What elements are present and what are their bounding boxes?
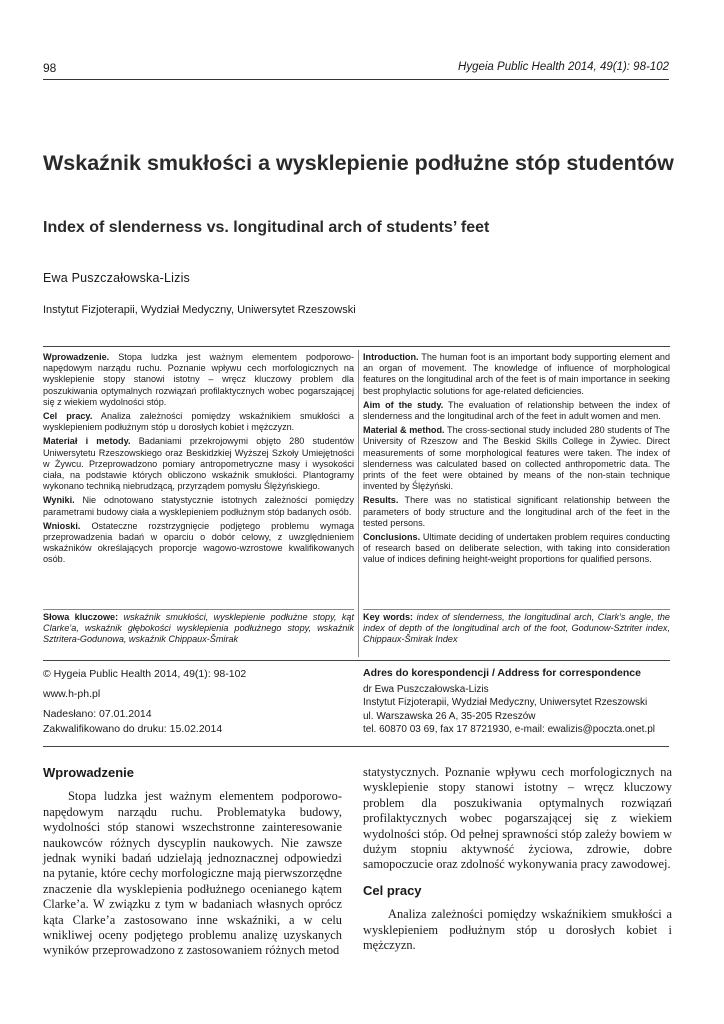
abstract-pl-conclusions: Wnioski. Ostateczne rozstrzygnięcie podjętego problemu wymaga przeprowadzenia badań w oparciu o dobór celowy, z uwzględnieniem wskaźników określających proporcje wagowo-wzrostowe kwalifikowanych osób. xyxy=(43,520,354,565)
correspondence-institute: Instytut Fizjoterapii, Wydział Medyczny, Uniwersytet Rzeszowski xyxy=(363,697,648,709)
keywords-divider-pl xyxy=(43,609,354,610)
abstract-column-divider xyxy=(358,350,359,657)
correspondence-street: ul. Warszawska 26 A, 35-205 Rzeszów xyxy=(363,710,536,722)
abstract-en-conclusions: Conclusions. Ultimate deciding of undertaken problem requires conducting of research based on deliberate selection, with taking into consideration value of indices defining height-weight proportions for qualified persons. xyxy=(363,532,670,565)
accepted-date: Zakwalifikowano do druku: 15.02.2014 xyxy=(43,723,223,735)
author: Ewa Puszczałowska-Lizis xyxy=(43,271,191,285)
page-number: 98 xyxy=(43,61,57,75)
header-divider xyxy=(43,79,669,80)
submitted-date: Nadesłano: 07.01.2014 xyxy=(43,708,152,720)
keywords-english: Key words: index of slenderness, the longitudinal arch, Clark’s angle, the index of depth of the longitudinal arch of the foot, Godunow-Sztriter index, Chippaux-Šmirak Index xyxy=(363,612,670,645)
title-polish: Wskaźnik smukłości a wysklepienie podłużne stóp studentów xyxy=(43,151,674,175)
title-english: Index of slenderness vs. longitudinal arch of students’ feet xyxy=(43,219,490,236)
abstract-polish xyxy=(43,352,354,569)
website-link[interactable]: www.h-ph.pl xyxy=(43,688,101,700)
body-paragraph: Analiza zależności pomiędzy wskaźnikiem smukłości a wysklepieniem podłużnym stóp u dorosłych kobiet i mężczyzn. xyxy=(363,907,672,953)
body-column-left xyxy=(43,765,342,959)
keywords-divider-en xyxy=(363,609,670,610)
body-paragraph-continued: statystycznych. Poznanie wpływu cech morfologicznych na wysklepienie stopy stanowi istotny – wręcz kluczowy problem dla poszukiwania optymalnych rozwiązań profilaktycznych wobec pogarszającej się z wiekiem wydolności stóp. Od pełnej sprawności stóp zależy bowiem w dużym stopniu aktywność życiowa, zdrowie, dobre samopoczucie oraz zdolność wykonywania pracy zawodowej. xyxy=(363,765,672,872)
correspondence-contact: tel. 60870 03 69, fax 17 8721930, e-mail: ewalizis@poczta.onet.pl xyxy=(363,723,656,735)
abstract-pl-aim: Cel pracy. Analiza zależności pomiędzy wskaźnikiem smukłości a wysklepieniem podłużnym stóp u dorosłych kobiet i mężczyzn. xyxy=(43,411,354,433)
journal-header: Hygeia Public Health 2014, 49(1): 98-102 xyxy=(458,61,669,73)
abstract-box xyxy=(43,346,670,661)
abstract-en-method: Material & method. The cross-sectional study included 280 students of The University of Rzeszow and The Beskid Skills College in Żywiec. Direct measurements of some morphological features were taken. The index of slenderness was calculated based on collected anthropometric data. The prints of the feet were obtained by means of the non-stain technique invented by Ślężyński. xyxy=(363,425,670,492)
abstract-pl-method: Materiał i metody. Badaniami przekrojowymi objęto 280 studentów Uniwersytetu Rzeszowskiego oraz Beskidzkiej Wyższej Szkoły Umiejętności w Żywcu. Przeprowadzono pomiary antropometryczne masy i wysokości ciała, na podstawie których obliczono wskaźnik smukłości. Plantogramy wykonano techniką niebrudzącą, przyrządem pomysłu Ślężyńskiego. xyxy=(43,436,354,492)
abstract-pl-intro: Wprowadzenie. Stopa ludzka jest ważnym elementem podporowo-napędowym narządu ruchu. Poznanie wpływu cech morfologicznych na wysklepienie stopy stanowi istotny – wręcz kluczowy problem dla poszukiwania optymalnych rozwiązań profilaktycznych wobec pogarszającej się z wiekiem wydolności stóp. xyxy=(43,352,354,407)
correspondence-heading: Adres do korespondencji / Address for correspondence xyxy=(363,667,641,679)
keywords-polish: Słowa kluczowe: wskaźnik smukłości, wysklepienie podłużne stopy, kąt Clarke’a, wskaźnik głębokości wysklepienia podłużnego stopy, wskaźnik Sztritera-Godunowa, wskaźnik Chippaux-Šmirak xyxy=(43,612,355,645)
section-heading-aim: Cel pracy xyxy=(363,882,422,898)
abstract-en-results: Results. There was no statistical significant relationship between the parameters of body structure and the longitudinal arch of the feet in the tested persons. xyxy=(363,495,670,528)
section-heading-introduction: Wprowadzenie xyxy=(43,765,135,780)
body-column-right xyxy=(363,765,672,953)
correspondence-name: dr Ewa Puszczałowska-Lizis xyxy=(363,684,489,696)
abstract-en-aim: Aim of the study. The evaluation of relationship between the index of slenderness and the longitudinal arch of the feet in adult women and men. xyxy=(363,399,670,422)
affiliation: Instytut Fizjoterapii, Wydział Medyczny, Uniwersytet Rzeszowski xyxy=(43,304,356,316)
abstract-english xyxy=(363,352,670,569)
citation: © Hygeia Public Health 2014, 49(1): 98-102 xyxy=(43,668,247,680)
correspondence xyxy=(363,667,673,736)
abstract-pl-results: Wyniki. Nie odnotowano statystycznie istotnych zależności pomiędzy parametrami budowy ciała a wysklepieniem podłużnym stóp badanych osób. xyxy=(43,495,354,517)
info-divider xyxy=(43,746,669,747)
publication-info xyxy=(43,667,343,737)
body-paragraph: Stopa ludzka jest ważnym elementem podporowo-napędowym narządu ruchu. Problematyka budowy, wydolności stóp stanowi wszechstronne zainteresowanie naukowców różnych dyscyplin naukowych. Nie zawsze jednak wyniki badań udzielają jednoznacznej odpowiedzi na pytanie, które cechy morfologiczne mają pierwszorzędne znaczenie dla wysklepienia podłużnego ocenianego kątem Clarke’a. W związku z tym w badaniach własnych oprócz kąta Clarke’a zastosowano inne wskaźniki, a w celu wnikliwej oceny podjętego problemu analizę uzyskanych wyników przeprowadzono z zastosowaniem różnych metod xyxy=(43,789,342,958)
abstract-en-intro: Introduction. The human foot is an important body supporting element and an organ of movement. The knowledge of influence of morphological features on the longitudinal arch of the feet is of main importance in seeking best prophylactic solutions for age-related deficiencies. xyxy=(363,352,670,396)
